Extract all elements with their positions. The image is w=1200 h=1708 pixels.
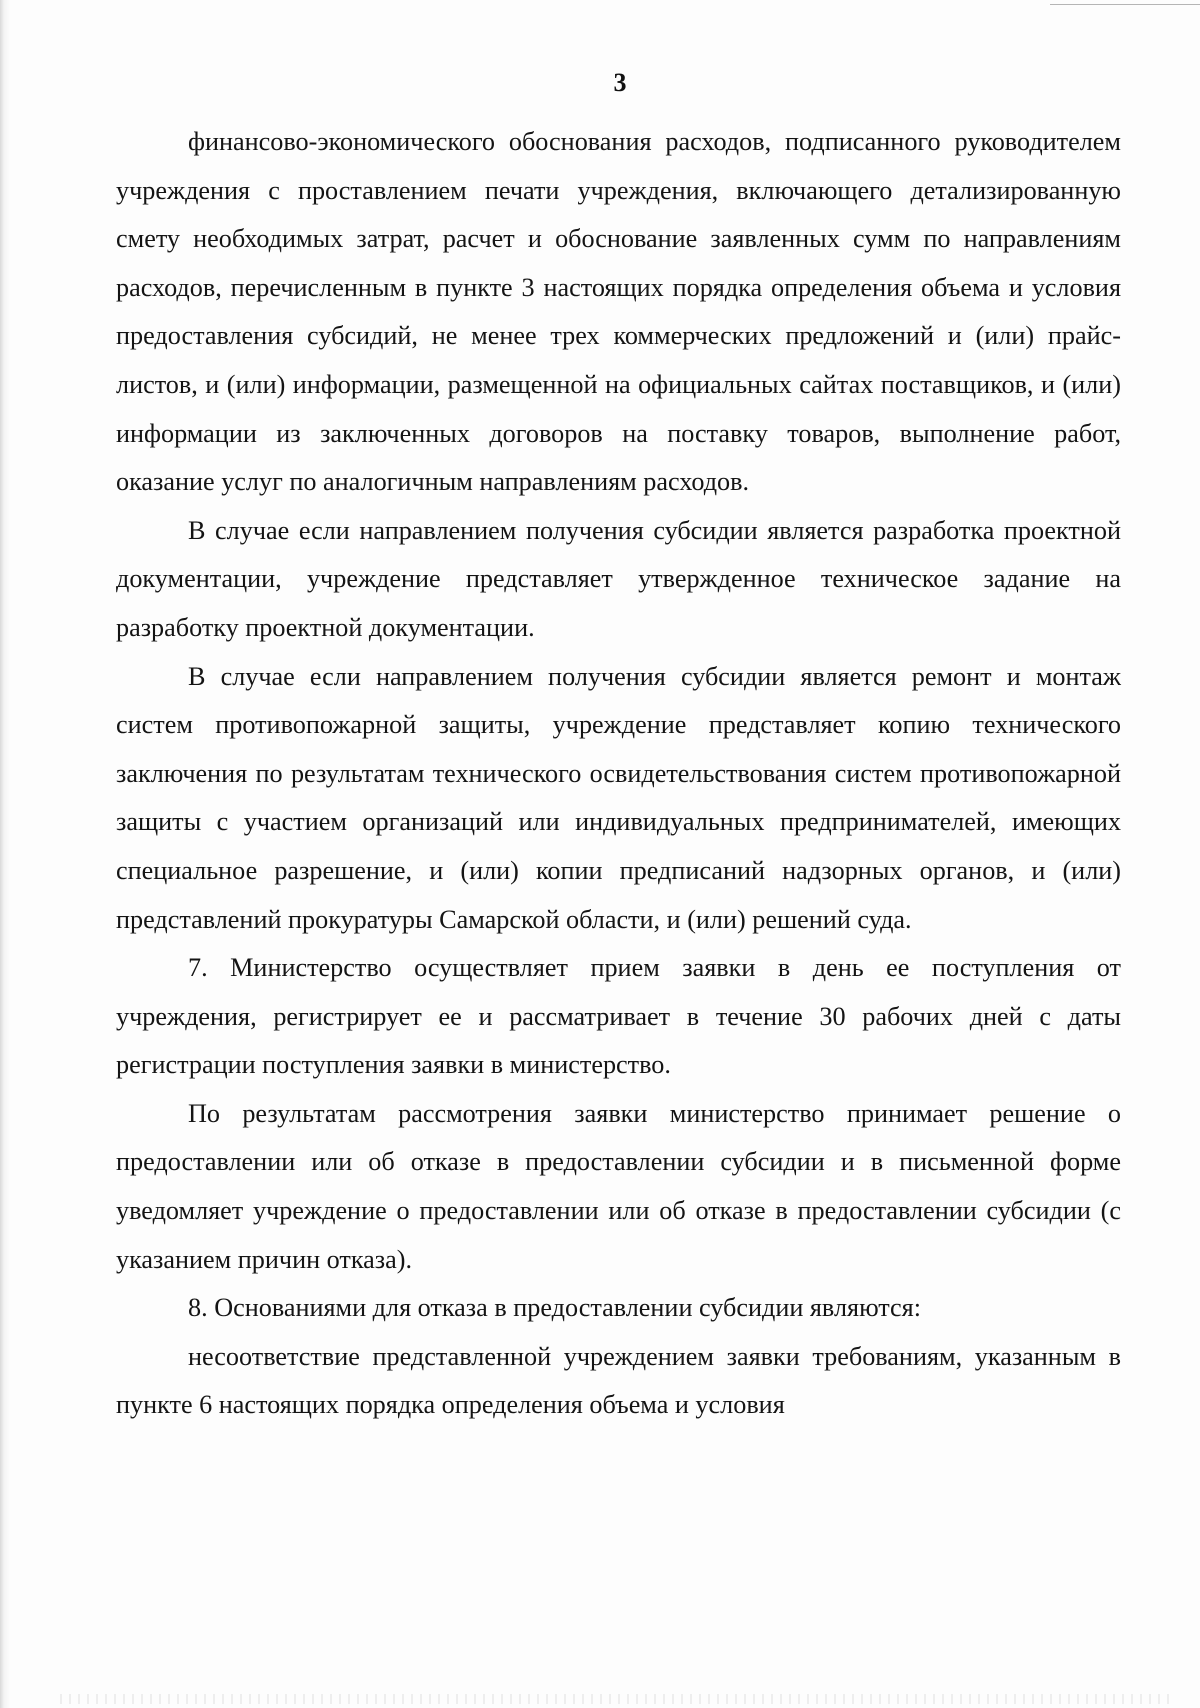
scan-bottom-noise	[60, 1694, 1170, 1704]
page-number: 3	[613, 68, 627, 97]
paragraph-project-documentation: В случае если направлением получения субсидии является разработка проектной документации, учреждение представляет утвержденное техническое задание на разработку проектной документации.	[116, 515, 1121, 642]
scan-left-edge	[0, 0, 10, 1708]
paragraph-fire-protection: В случае если направлением получения субсидии является ремонт и монтаж систем противопожарной защиты, учреждение представляет копию технического заключения по результатам технического освидетельствования систем противопожарной защиты с участием организаций или индивидуальных предпринимателей, имеющих специальное разрешение, и (или) копии предписаний надзорных органов, и (или) представлений прокуратуры Самарской области, и (или) решений суда.	[116, 661, 1121, 934]
paragraph-review-decision: По результатам рассмотрения заявки министерство принимает решение о предоставлении или об отказе в предоставлении субсидии и в письменной форме уведомляет учреждение о предоставлении или об отказе в предоставлении субсидии (с указанием причин отказа).	[116, 1098, 1121, 1274]
paragraph-8-refusal-grounds: 8. Основаниями для отказа в предоставлении субсидии являются:	[188, 1293, 921, 1323]
paragraph-refusal-noncompliance: несоответствие представленной учреждением заявки требованиям, указанным в пункте 6 настоящих порядка определения объема и условия	[116, 1341, 1121, 1420]
document-body	[116, 118, 1121, 1430]
paragraph-1-continuation: финансово-экономического обоснования расходов, подписанного руководителем учреждения с проставлением печати учреждения, включающего детализированную смету необходимых затрат, расчет и обоснование заявленных сумм по направлениям расходов, перечисленным в пункте 3 настоящих порядка определения объема и условия предоставления субсидий, не менее трех коммерческих предложений и (или) прайс-листов, и (или) информации, размещенной на официальных сайтах поставщиков, и (или) информации из заключенных договоров на поставку товаров, выполнение работ, оказание услуг по аналогичным направлениям расходов.	[116, 127, 1121, 497]
scan-top-rule	[1050, 4, 1200, 5]
paragraph-7-application-review: 7. Министерство осуществляет прием заявки в день ее поступления от учреждения, регистрирует ее и рассматривает в течение 30 рабочих дней с даты регистрации поступления заявки в министерство.	[116, 953, 1121, 1080]
